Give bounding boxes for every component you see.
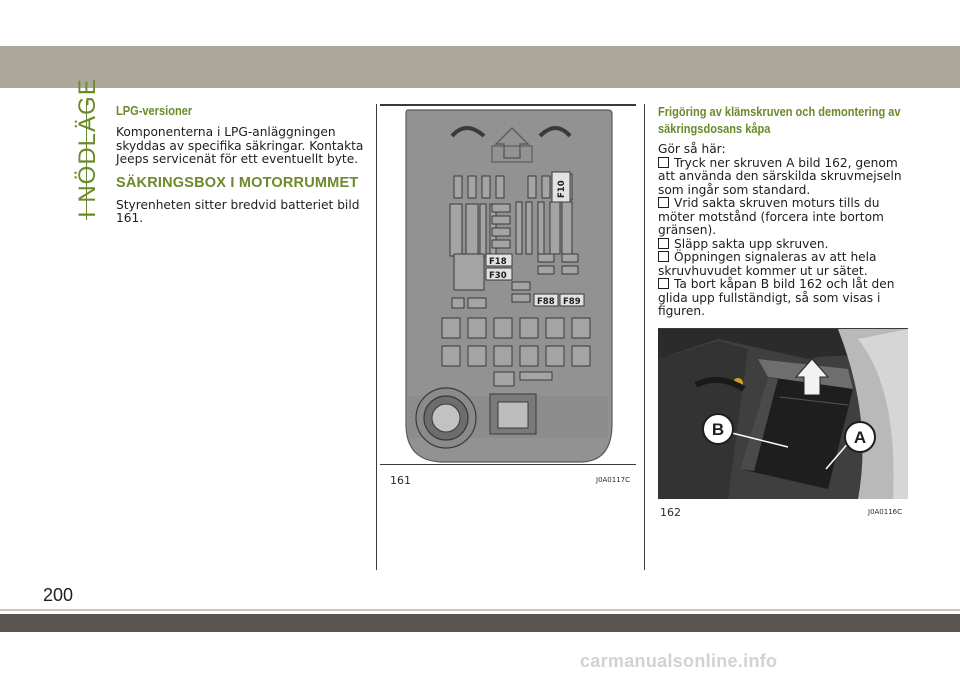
lpg-heading: LPG-versioner [116, 103, 193, 118]
fuse-label-f88: F88 [537, 297, 555, 307]
column-divider-left [376, 104, 377, 570]
right-column [658, 103, 910, 319]
figure-161-bottom-rule [380, 464, 636, 465]
figure-162 [658, 328, 908, 518]
figure-161-number: 161 [390, 474, 411, 487]
procedure-step: Vrid sakta skruven moturs tills du möter motstånd (forcera inte bortom gränsen). [658, 196, 884, 237]
checkbox-bullet-icon [658, 238, 669, 249]
watermark: carmanualsonline.info [580, 651, 778, 671]
fuse-box-drawing [380, 106, 636, 464]
left-column [116, 103, 366, 226]
figure-161 [380, 104, 636, 488]
section-heading: SÄKRINGSBOX I MOTORRUMMET [116, 174, 359, 191]
checkbox-bullet-icon [658, 278, 669, 289]
label-b: B [711, 420, 725, 439]
checkbox-bullet-icon [658, 197, 669, 208]
page-number: 200 [43, 585, 74, 605]
label-a: A [853, 428, 867, 447]
fuse-label-f10: F10 [557, 180, 567, 198]
header-band [0, 46, 960, 88]
figure-162-code: J0A0116C [868, 508, 903, 516]
column-divider-right [644, 104, 645, 570]
chapter-tab [60, 78, 101, 220]
footer-band [0, 614, 960, 632]
fuse-label-f30: F30 [489, 271, 507, 281]
procedure-steps [658, 143, 910, 319]
section-text: Styrenheten sitter bredvid batteriet bild 161. [116, 197, 360, 225]
procedure-heading: Frigöring av klämskruven och demontering av säkringsdosans kåpa [658, 104, 901, 136]
battery-photo [658, 329, 908, 499]
fuse-label-f89: F89 [563, 297, 581, 307]
figure-162-number: 162 [660, 506, 681, 519]
procedure-step: Släpp sakta upp skruven. [658, 238, 910, 252]
fuse-label-f18: F18 [489, 257, 507, 267]
lpg-text: Komponenterna i LPG-anläggningen skyddas av specifika säkringar. Kontakta Jeeps servicenät för ett eventuellt byte. [116, 125, 364, 166]
figure-161-code: J0A0117C [596, 476, 631, 484]
chapter-tab-label: I NÖDLÄGE [74, 78, 101, 218]
procedure-step: Ta bort kåpan B bild 162 och låt den glida upp fullständigt, så som visas i figuren. [658, 277, 895, 318]
checkbox-bullet-icon [658, 251, 669, 262]
checkbox-bullet-icon [658, 157, 669, 168]
procedure-step: Tryck ner skruven A bild 162, genom att använda den särskilda skruvmejseln som ingår som standard. [658, 155, 902, 197]
procedure-intro: Gör så här: [658, 142, 726, 156]
procedure-step: Öppningen signaleras av att hela skruvhuvudet kommer ut ur sätet. [658, 250, 877, 278]
